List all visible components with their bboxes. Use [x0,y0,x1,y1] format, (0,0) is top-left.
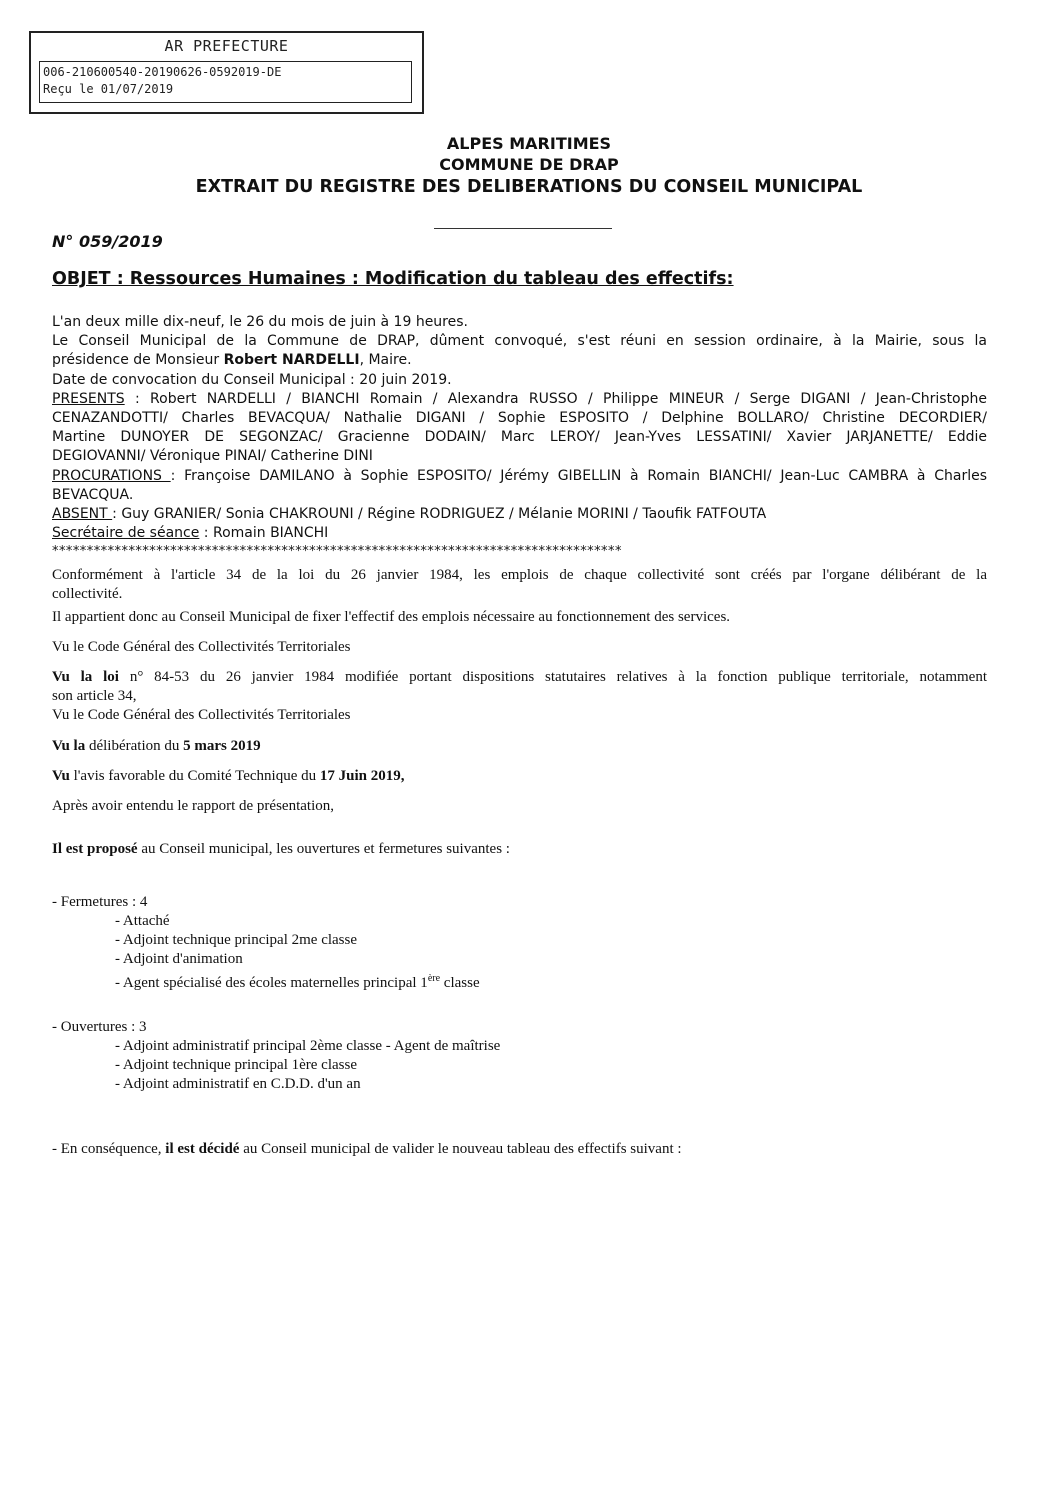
vu-loi: Vu la loi n° 84-53 du 26 janvier 1984 modifiée portant dispositions statutaires relatives à la fonction publique territoriale, notamment son article 34, Vu le Code Général des Collectivités Territoriales [52,669,987,723]
prefecture-stamp [29,31,424,114]
fermetures-list [52,893,987,993]
fermetures-title: - Fermetures : 4 [52,894,148,910]
vu-deliberation: Vu la délibération du 5 mars 2019 [52,738,261,754]
header-department: ALPES MARITIMES [446,134,612,153]
absent-line: ABSENT : Guy GRANIER/ Sonia CHAKROUNI / Régine RODRIGUEZ / Mélanie MORINI / Taoufik FATFOUTA [52,506,767,523]
procurations-line2: BEVACQUA. [52,486,134,503]
secretary-line: Secrétaire de séance : Romain BIANCHI [52,525,329,542]
session-date: L'an deux mille dix-neuf, le 26 du mois de juin à 19 heures. [52,314,468,330]
absent-label: ABSENT [52,506,113,523]
ouvertures-list [52,1018,987,1094]
ouvertures-title: - Ouvertures : 3 [52,1019,147,1035]
procurations-label: PROCURATIONS [52,467,171,484]
article-line1: Conformément à l'article 34 de la loi du 26 janvier 1984, les emplois de chaque collectivité sont créés par l'organe délibérant de la [52,567,987,583]
presents-line1: PRESENTS : Robert NARDELLI / BIANCHI Romain / Alexandra RUSSO / Philippe MINEUR / Serge DIGANI / Jean-Christophe [52,390,987,407]
stamp-received-date: Reçu le 01/07/2019 [43,82,174,96]
convocation-date: Date de convocation du Conseil Municipal : 20 juin 2019. [52,371,452,388]
document-header [0,134,1058,198]
list-item: - Adjoint administratif principal 2ème classe - Agent de maîtrise [115,1038,501,1054]
session-details [52,313,987,560]
list-item: - Adjoint technique principal 2me classe [115,932,358,948]
session-convened-line1: Le Conseil Municipal de la Commune de DRAP, dûment convoqué, s'est réuni en session ordinaire, à la Mairie, sous la [52,333,987,350]
header-register-title: EXTRAIT DU REGISTRE DES DELIBERATIONS DU CONSEIL MUNICIPAL [195,177,863,197]
separator-stars: ********************************************************************************** [52,544,622,560]
council-paragraph: Il appartient donc au Conseil Municipal de fixer l'effectif des emplois nécessaire au fonctionnement des services. [52,609,731,625]
header-commune: COMMUNE DE DRAP [439,155,619,174]
deliberation-subject: OBJET : Ressources Humaines : Modification du tableau des effectifs: [52,269,734,289]
vu-avis: Vu l'avis favorable du Comité Technique du 17 Juin 2019, [52,768,405,784]
procurations-line1: PROCURATIONS : Françoise DAMILANO à Sophie ESPOSITO/ Jérémy GIBELLIN à Romain BIANCHI/ Jean-Luc CAMBRA à Charles [52,467,987,484]
list-item: - Agent spécialisé des écoles maternelles principal 1ère classe [115,973,480,991]
list-item: - Adjoint administratif en C.D.D. d'un an [115,1076,361,1092]
list-item: - Adjoint d'animation [115,951,243,967]
stamp-title: AR PREFECTURE [164,37,289,55]
presents-line4: DEGIOVANNI/ Véronique PINAI/ Catherine DINI [52,448,373,465]
apres-line: Après avoir entendu le rapport de présentation, [52,798,334,814]
vu-code-1: Vu le Code Général des Collectivités Territoriales [52,639,351,655]
stamp-reference: 006-210600540-20190626-0592019-DE [43,65,282,79]
list-item: - Adjoint technique principal 1ère classe [115,1057,357,1073]
propose-line: Il est proposé au Conseil municipal, les ouvertures et fermetures suivantes : [52,841,510,857]
presents-label: PRESENTS [52,390,125,407]
article-paragraph [52,566,987,604]
deliberation-number: N° 059/2019 [52,232,163,251]
header-divider [434,228,612,229]
secretary-label: Secrétaire de séance [52,525,200,542]
list-item: - Attaché [115,913,170,929]
mayor-name: Robert NARDELLI [223,352,360,369]
article-line2: collectivité. [52,586,123,602]
decision-line: - En conséquence, il est décidé au Conseil municipal de valider le nouveau tableau des effectifs suivant : [52,1141,682,1157]
vu-code-2: Vu le Code Général des Collectivités Territoriales [52,707,351,723]
stamp-reference-box [39,61,412,103]
presents-line2: CENAZANDOTTI/ Charles BEVACQUA/ Nathalie DIGANI / Sophie ESPOSITO / Delphine BOLLARO/ Christine DECORDIER/ [52,410,987,427]
presents-line3: Martine DUNOYER DE SEGONZAC/ Gracienne DODAIN/ Marc LEROY/ Jean-Yves LESSATINI/ Xavier JARJANETTE/ Eddie [52,429,987,446]
session-convened-line2: présidence de Monsieur Robert NARDELLI, Maire. [52,352,412,369]
